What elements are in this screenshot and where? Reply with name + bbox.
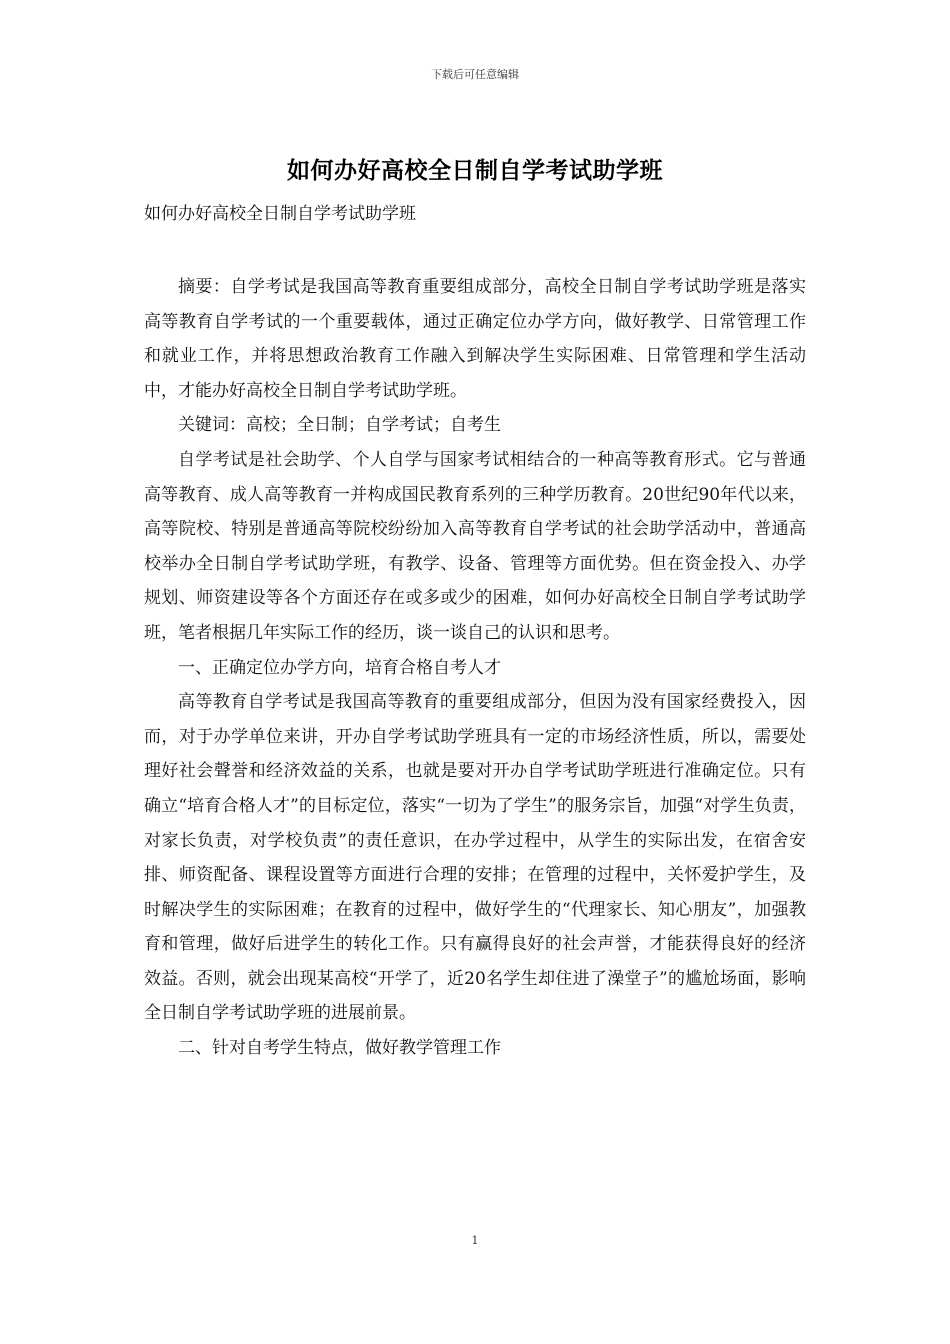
- keywords-paragraph: 关键词：高校；全日制；自学考试；自考生: [178, 415, 501, 436]
- section-heading-2: 二、针对自考学生特点，做好教学管理工作: [178, 1038, 501, 1059]
- section-heading-1: 一、正确定位办学方向，培育合格自考人才: [178, 657, 501, 678]
- header-note: 下载后可任意编辑: [431, 68, 519, 81]
- document-subtitle: 如何办好高校全日制自学考试助学班: [144, 204, 416, 224]
- abstract-paragraph: 摘要：自学考试是我国高等教育重要组成部分，高校全日制自学考试助学班是落实高等教育自学考试的一个重要载体，通过正确定位办学方向，做好教学、日常管理工作和就业工作，并将思想政治教育工作融入到解决学生实际困难、日常管理和学生活动中，才能办好高校全日制自学考试助学班。: [144, 277, 806, 401]
- section-1-paragraph: 高等教育自学考试是我国高等教育的重要组成部分，但因为没有国家经费投入，因而，对于办学单位来讲，开办自学考试助学班具有一定的市场经济性质，所以，需要处理好社会聲誉和经济效益的关系，也就是要对开办自学考试助学班进行准确定位。只有确立“培育合格人才”的目标定位，落实“一切为了学生”的服务宗旨，加强“对学生负责，对家长负责，对学校负责”的责任意识，在办学过程中，从学生的实际出发，在宿舍安排、师资配备、课程设置等方面进行合理的安排；在管理的过程中，关怀爱护学生，及时解决学生的实际困难；在教育的过程中，做好学生的“代理家长、知心朋友”，加强教育和管理，做好后进学生的转化工作。只有赢得良好的社会声誉，才能获得良好的经济效益。否则，就会出现某高校“开学了，近20名学生却住进了澡堂子”的尴尬场面，影响全日制自学考试助学班的进展前景。: [144, 692, 806, 1024]
- page-number: 1: [471, 1234, 479, 1247]
- document-body: [144, 270, 806, 1066]
- intro-paragraph: 自学考试是社会助学、个人自学与国家考试相结合的一种高等教育形式。它与普通高等教育、成人高等教育一并构成国民教育系列的三种学历教育。20世纪90年代以来，高等院校、特别是普通高等院校纷纷加入高等教育自学考试的社会助学活动中，普通高校举办全日制自学考试助学班，有教学、设备、管理等方面优势。但在资金投入、办学规划、师资建设等各个方面还存在或多或少的困难，如何办好高校全日制自学考试助学班，笔者根据几年实际工作的经历，谈一谈自己的认识和思考。: [144, 449, 806, 643]
- document-title: 如何办好高校全日制自学考试助学班: [287, 157, 663, 184]
